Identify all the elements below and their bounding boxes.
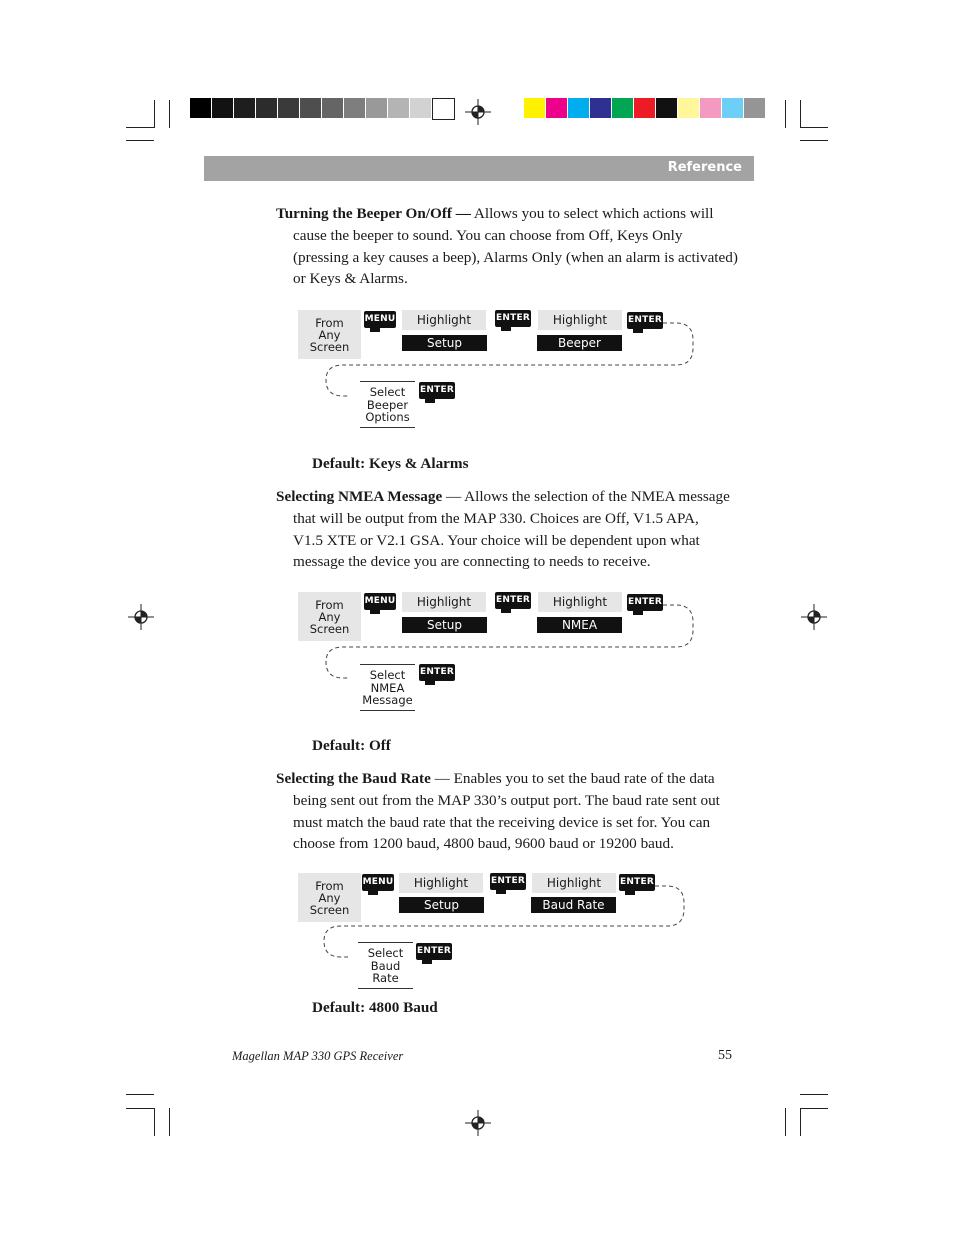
- paragraph-line: (pressing a key causes a beep), Alarms Only (when an alarm is activated): [293, 248, 738, 266]
- menu-key-icon: MENU: [364, 593, 396, 610]
- enter-key-icon: ENTER: [495, 310, 531, 327]
- paragraph-line: V1.5 XTE or V2.1 GSA. Your choice will be dependent upon what: [293, 531, 700, 549]
- enter-key-icon: ENTER: [419, 664, 455, 681]
- default-value: Default: Keys & Alarms: [312, 455, 469, 472]
- highlight-value-setup: Setup: [402, 617, 487, 633]
- enter-key-icon: ENTER: [495, 592, 531, 609]
- paragraph-line: that will be output from the MAP 330. Choices are Off, V1.5 APA,: [293, 509, 699, 527]
- beeper-heading: Turning the Beeper On/Off —: [276, 205, 471, 222]
- paragraph-line: or Keys & Alarms.: [293, 270, 408, 288]
- enter-key-icon: ENTER: [416, 943, 452, 960]
- paragraph-line: Allows you to select which actions will: [470, 205, 714, 222]
- paragraph-line: cause the beeper to sound. You can choose from Off, Keys Only: [293, 226, 683, 244]
- highlight-value-beeper: Beeper: [537, 335, 622, 351]
- footer-manual-title: Magellan MAP 330 GPS Receiver: [232, 1049, 404, 1063]
- paragraph-line: message the device you are connecting to needs to receive.: [293, 553, 651, 571]
- baud-rate-heading: Selecting the Baud Rate: [276, 770, 431, 787]
- enter-key-icon: ENTER: [619, 874, 655, 891]
- paragraph-line: — Allows the selection of the NMEA message: [442, 488, 730, 505]
- highlight-label: Highlight: [538, 310, 622, 330]
- highlight-label: Highlight: [532, 873, 616, 893]
- default-value: Default: Off: [312, 737, 391, 754]
- paragraph-line: — Enables you to set the baud rate of the data: [430, 770, 715, 787]
- select-baud-rate-box: Select Baud Rate: [358, 942, 413, 989]
- default-value: Default: 4800 Baud: [312, 999, 438, 1016]
- enter-key-icon: ENTER: [490, 873, 526, 890]
- from-any-screen-box: From Any Screen: [298, 873, 361, 922]
- select-beeper-options-box: Select Beeper Options: [360, 381, 415, 428]
- menu-key-icon: MENU: [362, 874, 394, 891]
- menu-key-icon: MENU: [364, 311, 396, 328]
- enter-key-icon: ENTER: [627, 312, 663, 329]
- highlight-label: Highlight: [402, 310, 486, 330]
- highlight-label: Highlight: [538, 592, 622, 612]
- paragraph-line: choose from 1200 baud, 4800 baud, 9600 baud or 19200 baud.: [293, 835, 674, 853]
- enter-key-icon: ENTER: [419, 382, 455, 399]
- highlight-value-setup: Setup: [399, 897, 484, 913]
- enter-key-icon: ENTER: [627, 594, 663, 611]
- highlight-value-nmea: NMEA: [537, 617, 622, 633]
- select-nmea-message-box: Select NMEA Message: [360, 664, 415, 711]
- from-any-screen-box: From Any Screen: [298, 592, 361, 641]
- highlight-label: Highlight: [402, 592, 486, 612]
- highlight-value-baud-rate: Baud Rate: [531, 897, 616, 913]
- paragraph-line: being sent out from the MAP 330’s output port. The baud rate sent out: [293, 791, 720, 809]
- highlight-label: Highlight: [399, 873, 483, 893]
- paragraph-line: must match the baud rate that the receiving device is set for. You can: [293, 813, 711, 831]
- section-title: Reference: [667, 160, 742, 175]
- page-number: 55: [718, 1048, 732, 1063]
- from-any-screen-box: From Any Screen: [298, 310, 361, 359]
- highlight-value-setup: Setup: [402, 335, 487, 351]
- nmea-heading: Selecting NMEA Message: [276, 488, 443, 505]
